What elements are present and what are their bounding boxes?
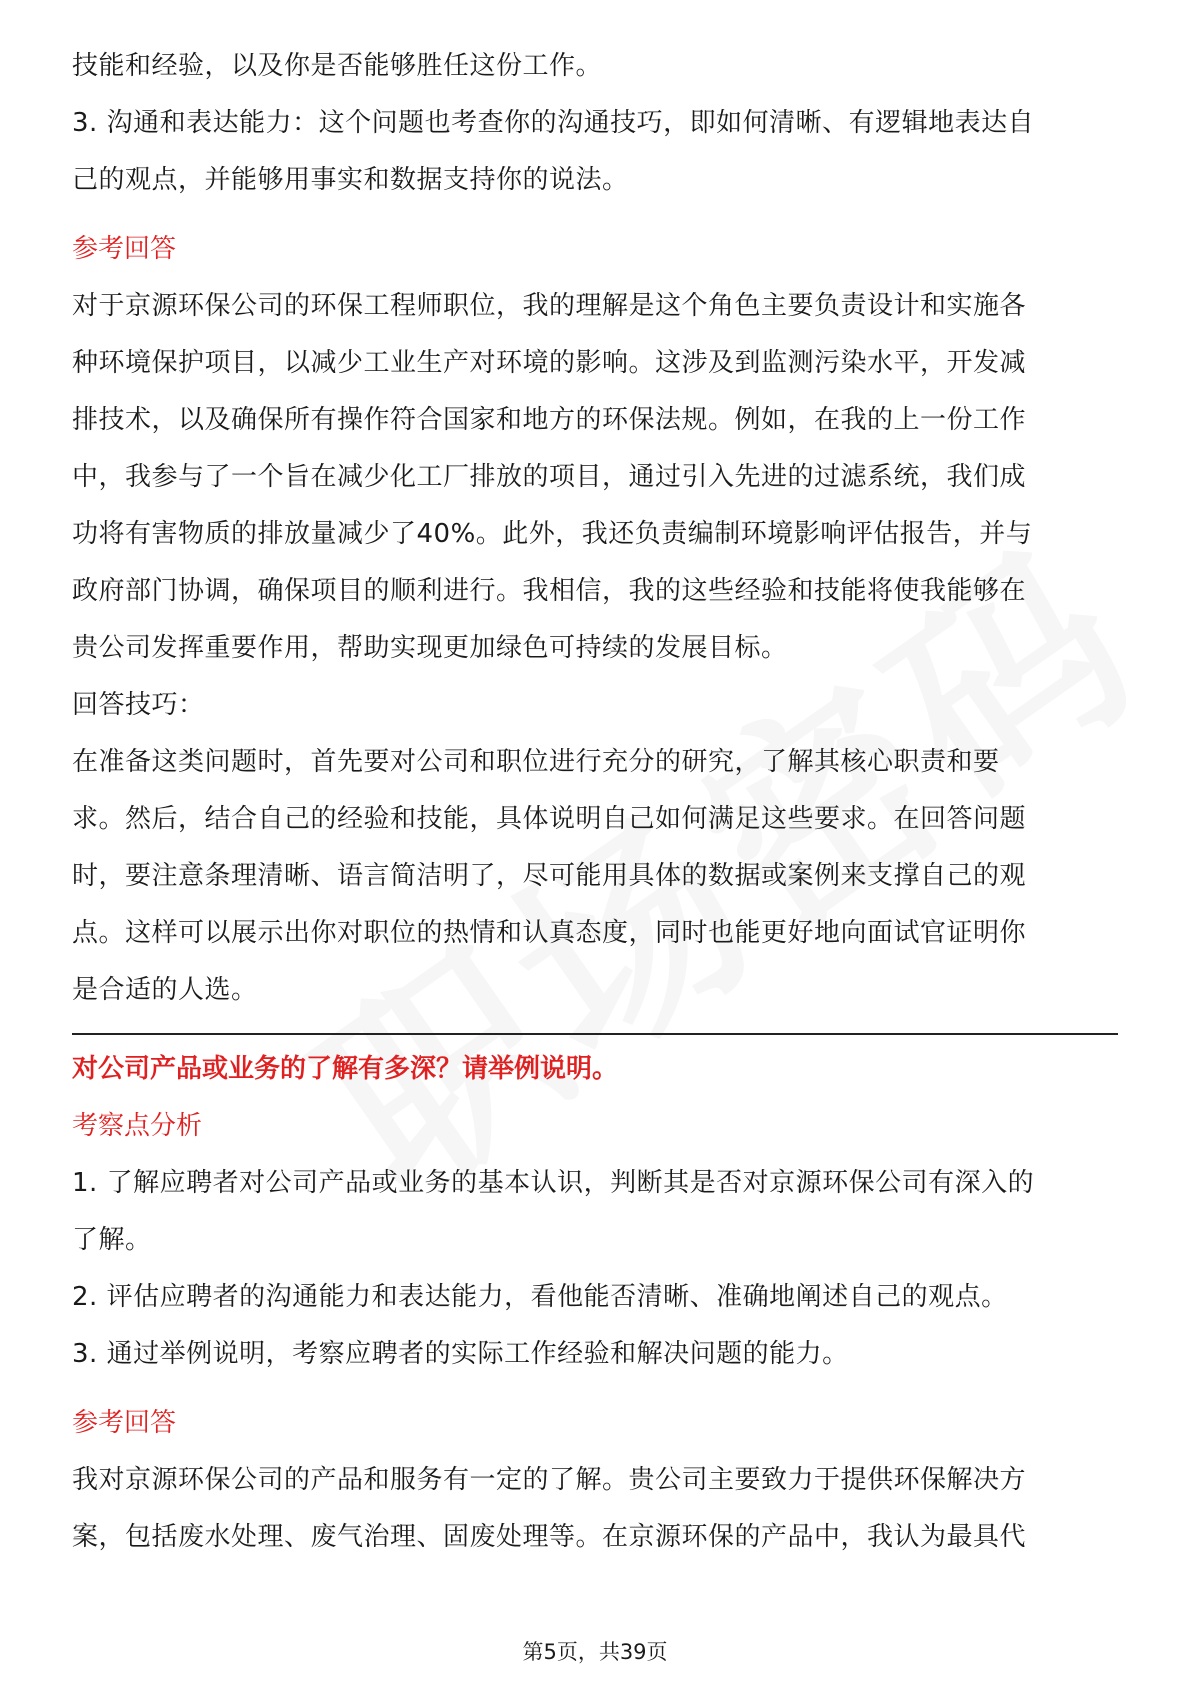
text-line: 中，我参与了一个旨在减少化工厂排放的项目，通过引入先进的过滤系统，我们成	[72, 462, 1027, 492]
question-section-2	[72, 1041, 1118, 1566]
text-line: 种环境保护项目，以减少工业生产对环境的影响。这涉及到监测污染水平，开发减	[72, 348, 1027, 378]
text-line: 点。这样可以展示出你对职位的热情和认真态度，同时也能更好地向面试官证明你	[72, 918, 1027, 948]
text-line: 3. 沟通和表达能力：这个问题也考查你的沟通技巧，即如何清晰、有逻辑地表达自	[72, 108, 1035, 138]
page-number: 第5页，共39页	[522, 1640, 668, 1664]
document-page	[72, 38, 1118, 1566]
text-line: 己的观点，并能够用事实和数据支持你的说法。	[72, 165, 629, 195]
text-line: 求。然后，结合自己的经验和技能，具体说明自己如何满足这些要求。在回答问题	[72, 804, 1027, 834]
text-line: 我对京源环保公司的产品和服务有一定的了解。贵公司主要致力于提供环保解决方	[72, 1465, 1027, 1495]
section-divider	[72, 1033, 1118, 1035]
text-line: 对于京源环保公司的环保工程师职位，我的理解是这个角色主要负责设计和实施各	[72, 291, 1027, 321]
text-line: 案，包括废水处理、废气治理、固废处理等。在京源环保的产品中，我认为最具代	[72, 1522, 1027, 1552]
text-line: 政府部门协调，确保项目的顺利进行。我相信，我的这些经验和技能将使我能够在	[72, 576, 1027, 606]
analysis-heading: 考察点分析	[72, 1111, 203, 1141]
answer-heading: 参考回答	[72, 1408, 177, 1438]
text-line: 贵公司发挥重要作用，帮助实现更加绿色可持续的发展目标。	[72, 633, 788, 663]
text-line: 技能和经验，以及你是否能够胜任这份工作。	[72, 51, 603, 81]
text-line: 是合适的人选。	[72, 975, 258, 1005]
text-line: 排技术，以及确保所有操作符合国家和地方的环保法规。例如，在我的上一份工作	[72, 405, 1027, 435]
text-line: 了解。	[72, 1225, 152, 1255]
section-heading: 参考回答	[72, 234, 177, 264]
tips-label: 回答技巧：	[72, 690, 205, 720]
top-block	[72, 38, 1118, 209]
text-line: 2. 评估应聘者的沟通能力和表达能力，看他能否清晰、准确地阐述自己的观点。	[72, 1282, 1008, 1312]
text-line: 1. 了解应聘者对公司产品或业务的基本认识，判断其是否对京源环保公司有深入的	[72, 1168, 1035, 1198]
text-line: 时，要注意条理清晰、语言简洁明了，尽可能用具体的数据或案例来支撑自己的观	[72, 861, 1027, 891]
question-title: 对公司产品或业务的了解有多深？请举例说明。	[72, 1054, 619, 1084]
text-line: 在准备这类问题时，首先要对公司和职位进行充分的研究，了解其核心职责和要	[72, 747, 1000, 777]
text-line: 功将有害物质的排放量减少了40%。此外，我还负责编制环境影响评估报告，并与	[72, 519, 1033, 549]
text-line: 3. 通过举例说明，考察应聘者的实际工作经验和解决问题的能力。	[72, 1339, 849, 1369]
answer-section-1	[72, 221, 1118, 1019]
